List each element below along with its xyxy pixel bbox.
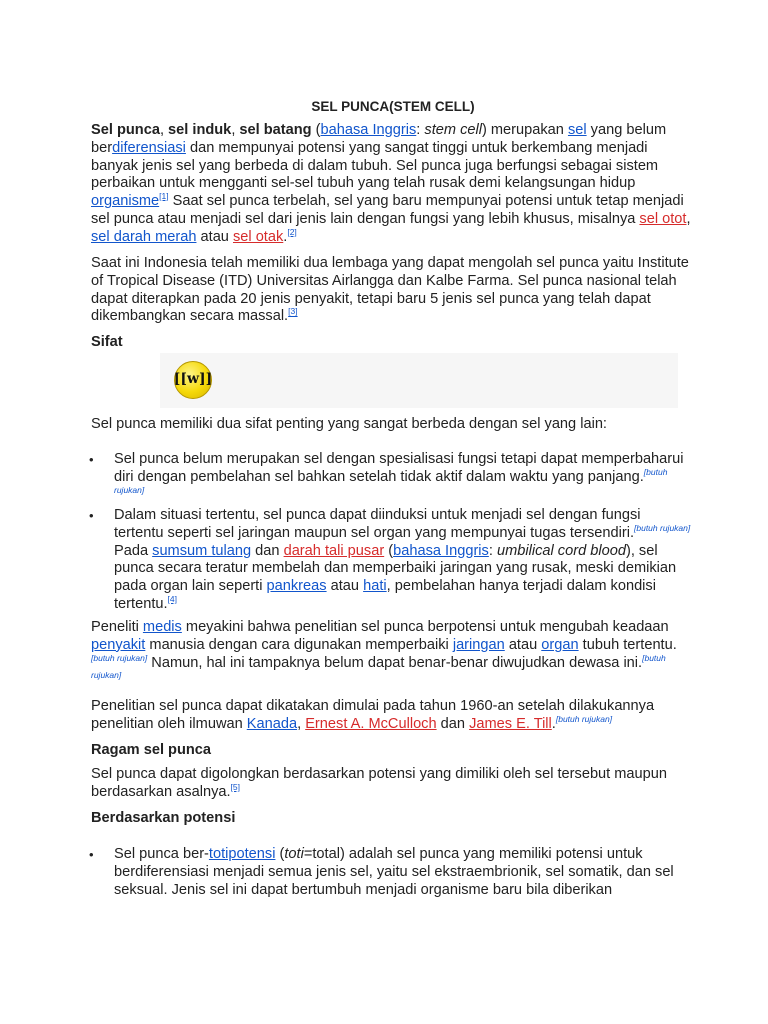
citation-needed[interactable]: [butuh rujukan] — [91, 652, 148, 663]
text-run: . — [551, 715, 556, 732]
bullet-icon: • — [89, 508, 94, 523]
link-darah-tali-pusar[interactable]: darah tali pusar — [283, 542, 385, 559]
text-run: Penelitian sel punca dapat dikatakan dimulai pada tahun 1960-an setelah dilakukannya penelitian oleh ilmuwan — [91, 698, 655, 732]
link-jaringan[interactable]: jaringan — [452, 636, 505, 653]
link-totipotensi[interactable]: totipotensi — [208, 846, 276, 862]
bullet-icon: • — [89, 847, 94, 862]
term-sel-batang: sel batang — [239, 122, 312, 138]
bullet-icon: • — [89, 452, 94, 467]
link-ernest-mcculloch[interactable]: Ernest A. McCulloch — [305, 715, 437, 732]
term-sel-punca: Sel punca — [91, 122, 160, 138]
text-run: ( — [311, 122, 321, 138]
peneliti-paragraph — [91, 619, 691, 690]
link-bahasa-inggris[interactable]: bahasa Inggris — [320, 122, 417, 138]
link-james-till[interactable]: James E. Till — [469, 715, 552, 732]
heading-berdasarkan-potensi: Berdasarkan potensi — [91, 810, 236, 826]
link-medis[interactable]: medis — [142, 619, 182, 635]
text-run: meyakini bahwa penelitian sel punca berpotensi untuk mengubah keadaan — [181, 619, 669, 635]
reference-2[interactable]: [2] — [287, 226, 297, 237]
text-run: Sel punca ber- — [114, 846, 209, 862]
wiki-template-box — [160, 353, 678, 408]
history-paragraph — [91, 698, 691, 734]
text-run: . — [283, 228, 288, 245]
list-item — [89, 451, 694, 504]
term-sel-induk: sel induk — [168, 122, 232, 138]
text-run: , pembelahan hanya terjadi dalam kondisi tertentu. — [114, 578, 656, 612]
text-run: ( — [275, 846, 285, 862]
text-run: , — [686, 210, 691, 227]
citation-needed[interactable]: [butuh rujukan] — [91, 652, 666, 681]
list-item — [89, 507, 694, 614]
wikify-icon[interactable]: [[w]] — [174, 361, 212, 399]
list-item — [89, 846, 694, 899]
citation-needed[interactable]: [butuh rujukan] — [114, 466, 668, 495]
link-sumsum-tulang[interactable]: sumsum tulang — [152, 542, 252, 559]
text-run: ), sel punca secara teratur membelah dan memperbaiki jaringan yang rusak, meski demikian pada organ lain seperti — [114, 542, 677, 595]
reference-3[interactable]: [3] — [288, 306, 298, 317]
link-pankreas[interactable]: pankreas — [266, 578, 327, 595]
link-diferensiasi[interactable]: diferensiasi — [112, 139, 186, 156]
text-run: dan — [436, 715, 470, 732]
text-run: tubuh tertentu. — [578, 636, 677, 653]
ragam-paragraph — [91, 766, 691, 802]
text-run: ( — [384, 542, 394, 559]
text-run: : — [488, 542, 497, 559]
indonesia-paragraph — [91, 255, 691, 326]
text-run: manusia dengan cara digunakan memperbaiki — [145, 636, 453, 653]
text-run: , — [297, 715, 306, 732]
link-organ[interactable]: organ — [541, 636, 579, 653]
heading-ragam-sel-punca: Ragam sel punca — [91, 742, 212, 758]
citation-needed[interactable]: [butuh rujukan] — [555, 713, 613, 724]
text-run: , — [159, 122, 169, 138]
link-sel-darah-merah[interactable]: sel darah merah — [91, 228, 197, 245]
term-umbilical-cord-blood: umbilical cord blood — [496, 542, 626, 559]
text-run: Saat ini Indonesia telah memiliki dua lembaga yang dapat mengolah sel punca yaitu Institute of Tropical Disease (ITD) Universitas Airlangga dan Kalbe Farma. Sel punca nasional telah dapat diterapkan pada 20 jenis penyakit, tetapi baru 5 jenis sel punca yang telah dapat dikembangkan secara massal. — [91, 255, 689, 325]
sifat-intro: Sel punca memiliki dua sifat penting yang sangat berbeda dengan sel yang lain: — [91, 416, 607, 432]
text-run: atau — [326, 578, 364, 595]
text-run: , — [231, 122, 240, 138]
link-sel-otot[interactable]: sel otot — [639, 210, 687, 227]
text-run: =total) adalah sel punca yang memiliki potensi untuk berdiferensiasi menjadi semua jenis sel, yaitu sel ekstraembrionik, sel somatik, dan sel seksual. Jenis sel ini dapat bertumbuh menjadi organisme baru bila diberikan — [114, 846, 674, 898]
link-sel-otak[interactable]: sel otak — [232, 228, 284, 245]
page-title: SEL PUNCA(STEM CELL) — [311, 99, 475, 114]
term-stem-cell: stem cell — [424, 122, 482, 138]
text-run: : — [416, 122, 425, 138]
link-bahasa-inggris[interactable]: bahasa Inggris — [393, 542, 489, 559]
text-run: Saat sel punca terbelah, sel yang baru mempunyai potensi untuk tetap menjadi sel punca atau menjadi sel dari jenis lain dengan fungsi yang lebih khusus, misalnya — [91, 193, 684, 227]
link-kanada[interactable]: Kanada — [246, 715, 298, 732]
citation-needed[interactable]: [butuh rujukan] — [634, 522, 691, 533]
term-toti: toti — [284, 846, 304, 862]
text-run: Sel punca dapat digolongkan berdasarkan potensi yang dimiliki oleh sel tersebut maupun berdasarkan asalnya. — [91, 766, 668, 800]
heading-sifat: Sifat — [91, 334, 123, 350]
text-run: Dalam situasi tertentu, sel punca dapat diinduksi untuk menjadi sel dengan fungsi tertentu seperti sel jaringan maupun sel organ yang mempunyai tugas tersendiri. — [114, 507, 641, 541]
text-run: atau — [504, 636, 542, 653]
link-sel[interactable]: sel — [567, 122, 587, 138]
link-hati[interactable]: hati — [363, 578, 387, 595]
reference-5[interactable]: [5] — [230, 781, 240, 792]
link-organisme[interactable]: organisme — [91, 193, 160, 210]
link-penyakit[interactable]: penyakit — [91, 636, 146, 653]
intro-paragraph — [91, 122, 691, 247]
text-run: yang belum ber — [91, 122, 667, 156]
text-run: Namun, hal ini tampaknya belum dapat benar-benar diwujudkan dewasa ini. — [147, 654, 643, 671]
text-run: dan mempunyai potensi yang sangat tinggi untuk berkembang menjadi banyak jenis sel yang berbeda di dalam tubuh. Sel punca juga berfungsi sebagai sistem perbaikan untuk mengganti sel-sel tubuh yang telah rusak demi kelangsungan hidup — [91, 139, 659, 192]
text-run: ) merupakan — [481, 122, 568, 138]
text-run: Pada — [114, 542, 153, 559]
text-run: dan — [251, 542, 284, 559]
text-run: atau — [196, 228, 233, 245]
text-run: Sel punca belum merupakan sel dengan spesialisasi fungsi tetapi dapat memperbaharui diri dengan pembelahan sel bahkan setelah tidak aktif dalam waktu yang panjang. — [114, 451, 684, 485]
reference-1[interactable]: [1] — [159, 191, 169, 202]
text-run: Peneliti — [91, 619, 143, 635]
reference-4[interactable]: [4] — [167, 594, 177, 605]
